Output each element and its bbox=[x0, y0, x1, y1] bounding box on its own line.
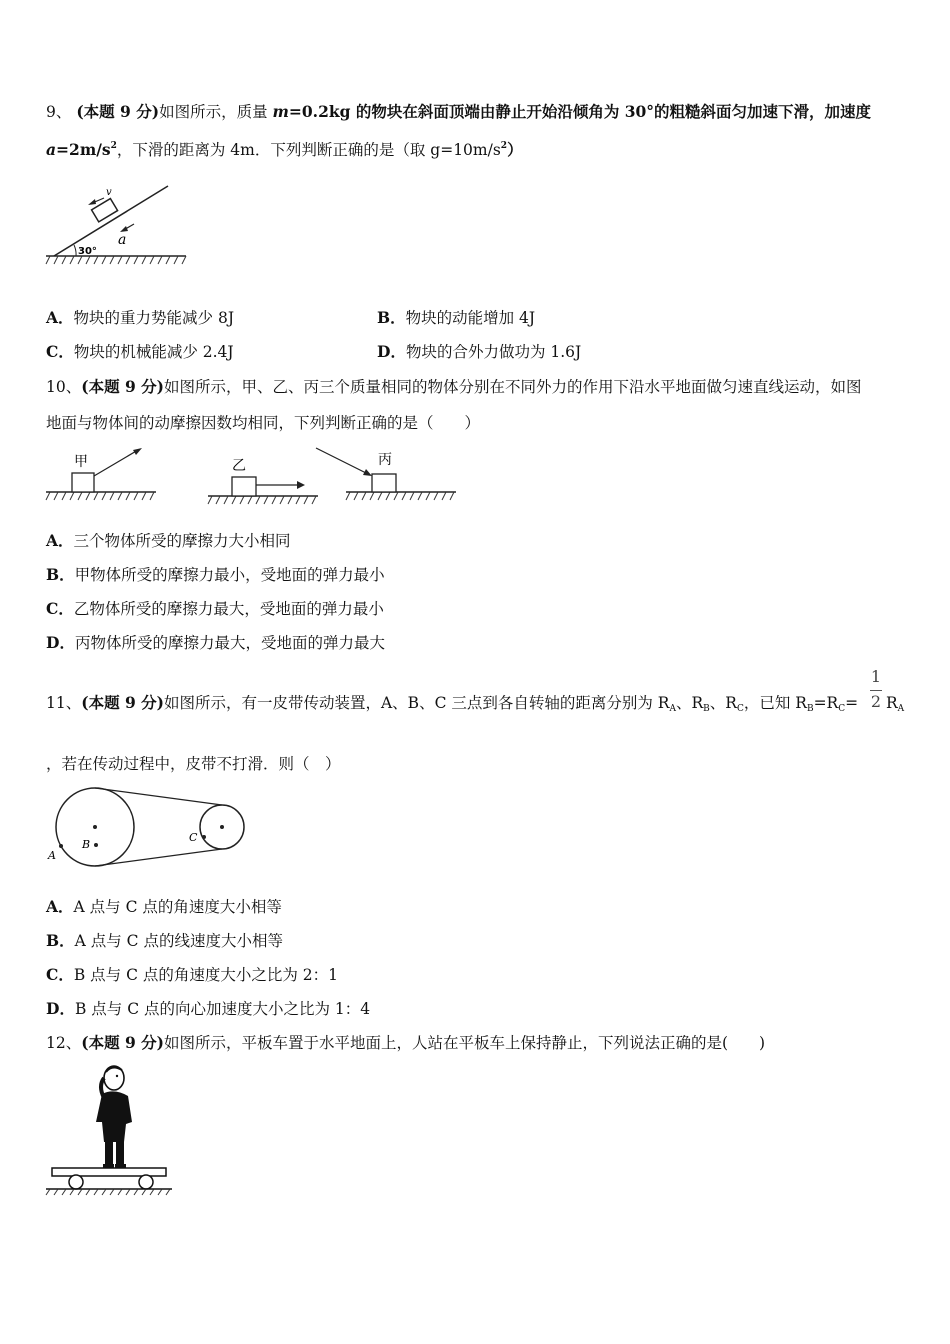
label-a: a bbox=[118, 232, 127, 248]
label-v: v bbox=[106, 187, 112, 198]
q11-stem-line1: 11、(本题 9 分)如图所示，有一皮带传动装置，A、B、C 三点到各自转轴的距离分别为 $R_A$、$R_B$、$R_C$，已知 $R_B=R_C=$ bbox=[46, 693, 859, 714]
q10-option-d[interactable]: D．丙物体所受的摩擦力最大，受地面的弹力最大 bbox=[46, 633, 385, 652]
label-A: A bbox=[48, 849, 56, 862]
q9-incline-figure bbox=[46, 176, 196, 271]
q10-option-b[interactable]: B．甲物体所受的摩擦力最小，受地面的弹力最小 bbox=[46, 565, 385, 584]
q12-points-tag: (本题 9 分) bbox=[81, 1033, 164, 1052]
belt-bottom bbox=[95, 849, 222, 866]
cart-board bbox=[52, 1168, 166, 1176]
label-yi: 乙 bbox=[232, 458, 246, 474]
label-angle: 30° bbox=[78, 246, 97, 257]
q11-option-a[interactable]: A．A 点与 C 点的角速度大小相等 bbox=[46, 897, 282, 916]
q11-points-tag: (本题 9 分) bbox=[81, 693, 164, 712]
q11-stem-ra: $R_A$ bbox=[886, 694, 905, 714]
q10-stem-line1: 10、(本题 9 分)如图所示，甲、乙、丙三个质量相同的物体分别在不同外力的作用下沿水平地面做匀速直线运动，如图 bbox=[46, 377, 862, 396]
block-jia bbox=[72, 473, 94, 492]
q9-option-c[interactable]: C．物块的机械能减少 2.4J bbox=[46, 342, 234, 361]
q10-option-a[interactable]: A．三个物体所受的摩擦力大小相同 bbox=[46, 531, 291, 550]
q9-number: 9、 bbox=[46, 103, 72, 121]
belt-top bbox=[95, 788, 222, 805]
q11-number: 11、 bbox=[46, 694, 82, 712]
cart-wheel-right bbox=[139, 1175, 153, 1189]
label-C: C bbox=[189, 831, 198, 844]
q10-points-tag: (本题 9 分) bbox=[81, 377, 164, 396]
block-yi bbox=[232, 477, 256, 496]
label-jia: 甲 bbox=[74, 454, 88, 470]
cart-wheel-left bbox=[69, 1175, 83, 1189]
q10-option-c[interactable]: C．乙物体所受的摩擦力最大，受地面的弹力最小 bbox=[46, 599, 384, 618]
q11-stem-line2: ，若在传动过程中，皮带不打滑．则（ ） bbox=[46, 755, 341, 773]
q9-option-b[interactable]: B．物块的动能增加 4J bbox=[377, 308, 536, 327]
q11-option-c[interactable]: C．B 点与 C 点的角速度大小之比为 2：1 bbox=[46, 965, 339, 984]
q9-stem-line2: $a=2m/s^2$，下滑的距离为 4m．下列判断正确的是（取 $g=10m/s^2$） bbox=[46, 140, 523, 159]
person-figure bbox=[96, 1066, 132, 1168]
fraction-numerator: 1 bbox=[870, 667, 882, 686]
fraction-denominator: 2 bbox=[870, 692, 882, 711]
block-bing bbox=[372, 474, 396, 492]
q10-forces-figure bbox=[46, 444, 458, 509]
q12-stem: 12、(本题 9 分)如图所示，平板车置于水平地面上，人站在平板车上保持静止，下列说法正确的是( ) bbox=[46, 1033, 766, 1052]
q10-stem-line2: 地面与物体间的动摩擦因数均相同，下列判断正确的是（ ） bbox=[46, 414, 481, 432]
q11-option-d[interactable]: D．B 点与 C 点的向心加速度大小之比为 1：4 bbox=[46, 999, 371, 1018]
q9-points-tag: (本题 9 分) bbox=[76, 102, 160, 121]
label-B: B bbox=[82, 838, 91, 851]
fraction-bar bbox=[870, 690, 882, 691]
q12-number: 12、 bbox=[46, 1034, 82, 1052]
label-bing: 丙 bbox=[378, 452, 392, 468]
q11-option-b[interactable]: B．A 点与 C 点的线速度大小相等 bbox=[46, 931, 283, 950]
q10-number: 10、 bbox=[46, 378, 82, 396]
q12-cart-figure bbox=[46, 1064, 172, 1196]
q9-option-d[interactable]: D．物块的合外力做功为 1.6J bbox=[377, 342, 582, 361]
q11-belt-figure bbox=[46, 783, 251, 875]
q9-option-a[interactable]: A．物块的重力势能减少 8J bbox=[46, 308, 235, 327]
q9-stem-line1: 9、 (本题 9 分)如图所示，质量 m=0.2kg 的物块在斜面顶端由静止开始沿倾角为 30°的粗糙斜面匀加速下滑，加速度 bbox=[46, 102, 872, 121]
